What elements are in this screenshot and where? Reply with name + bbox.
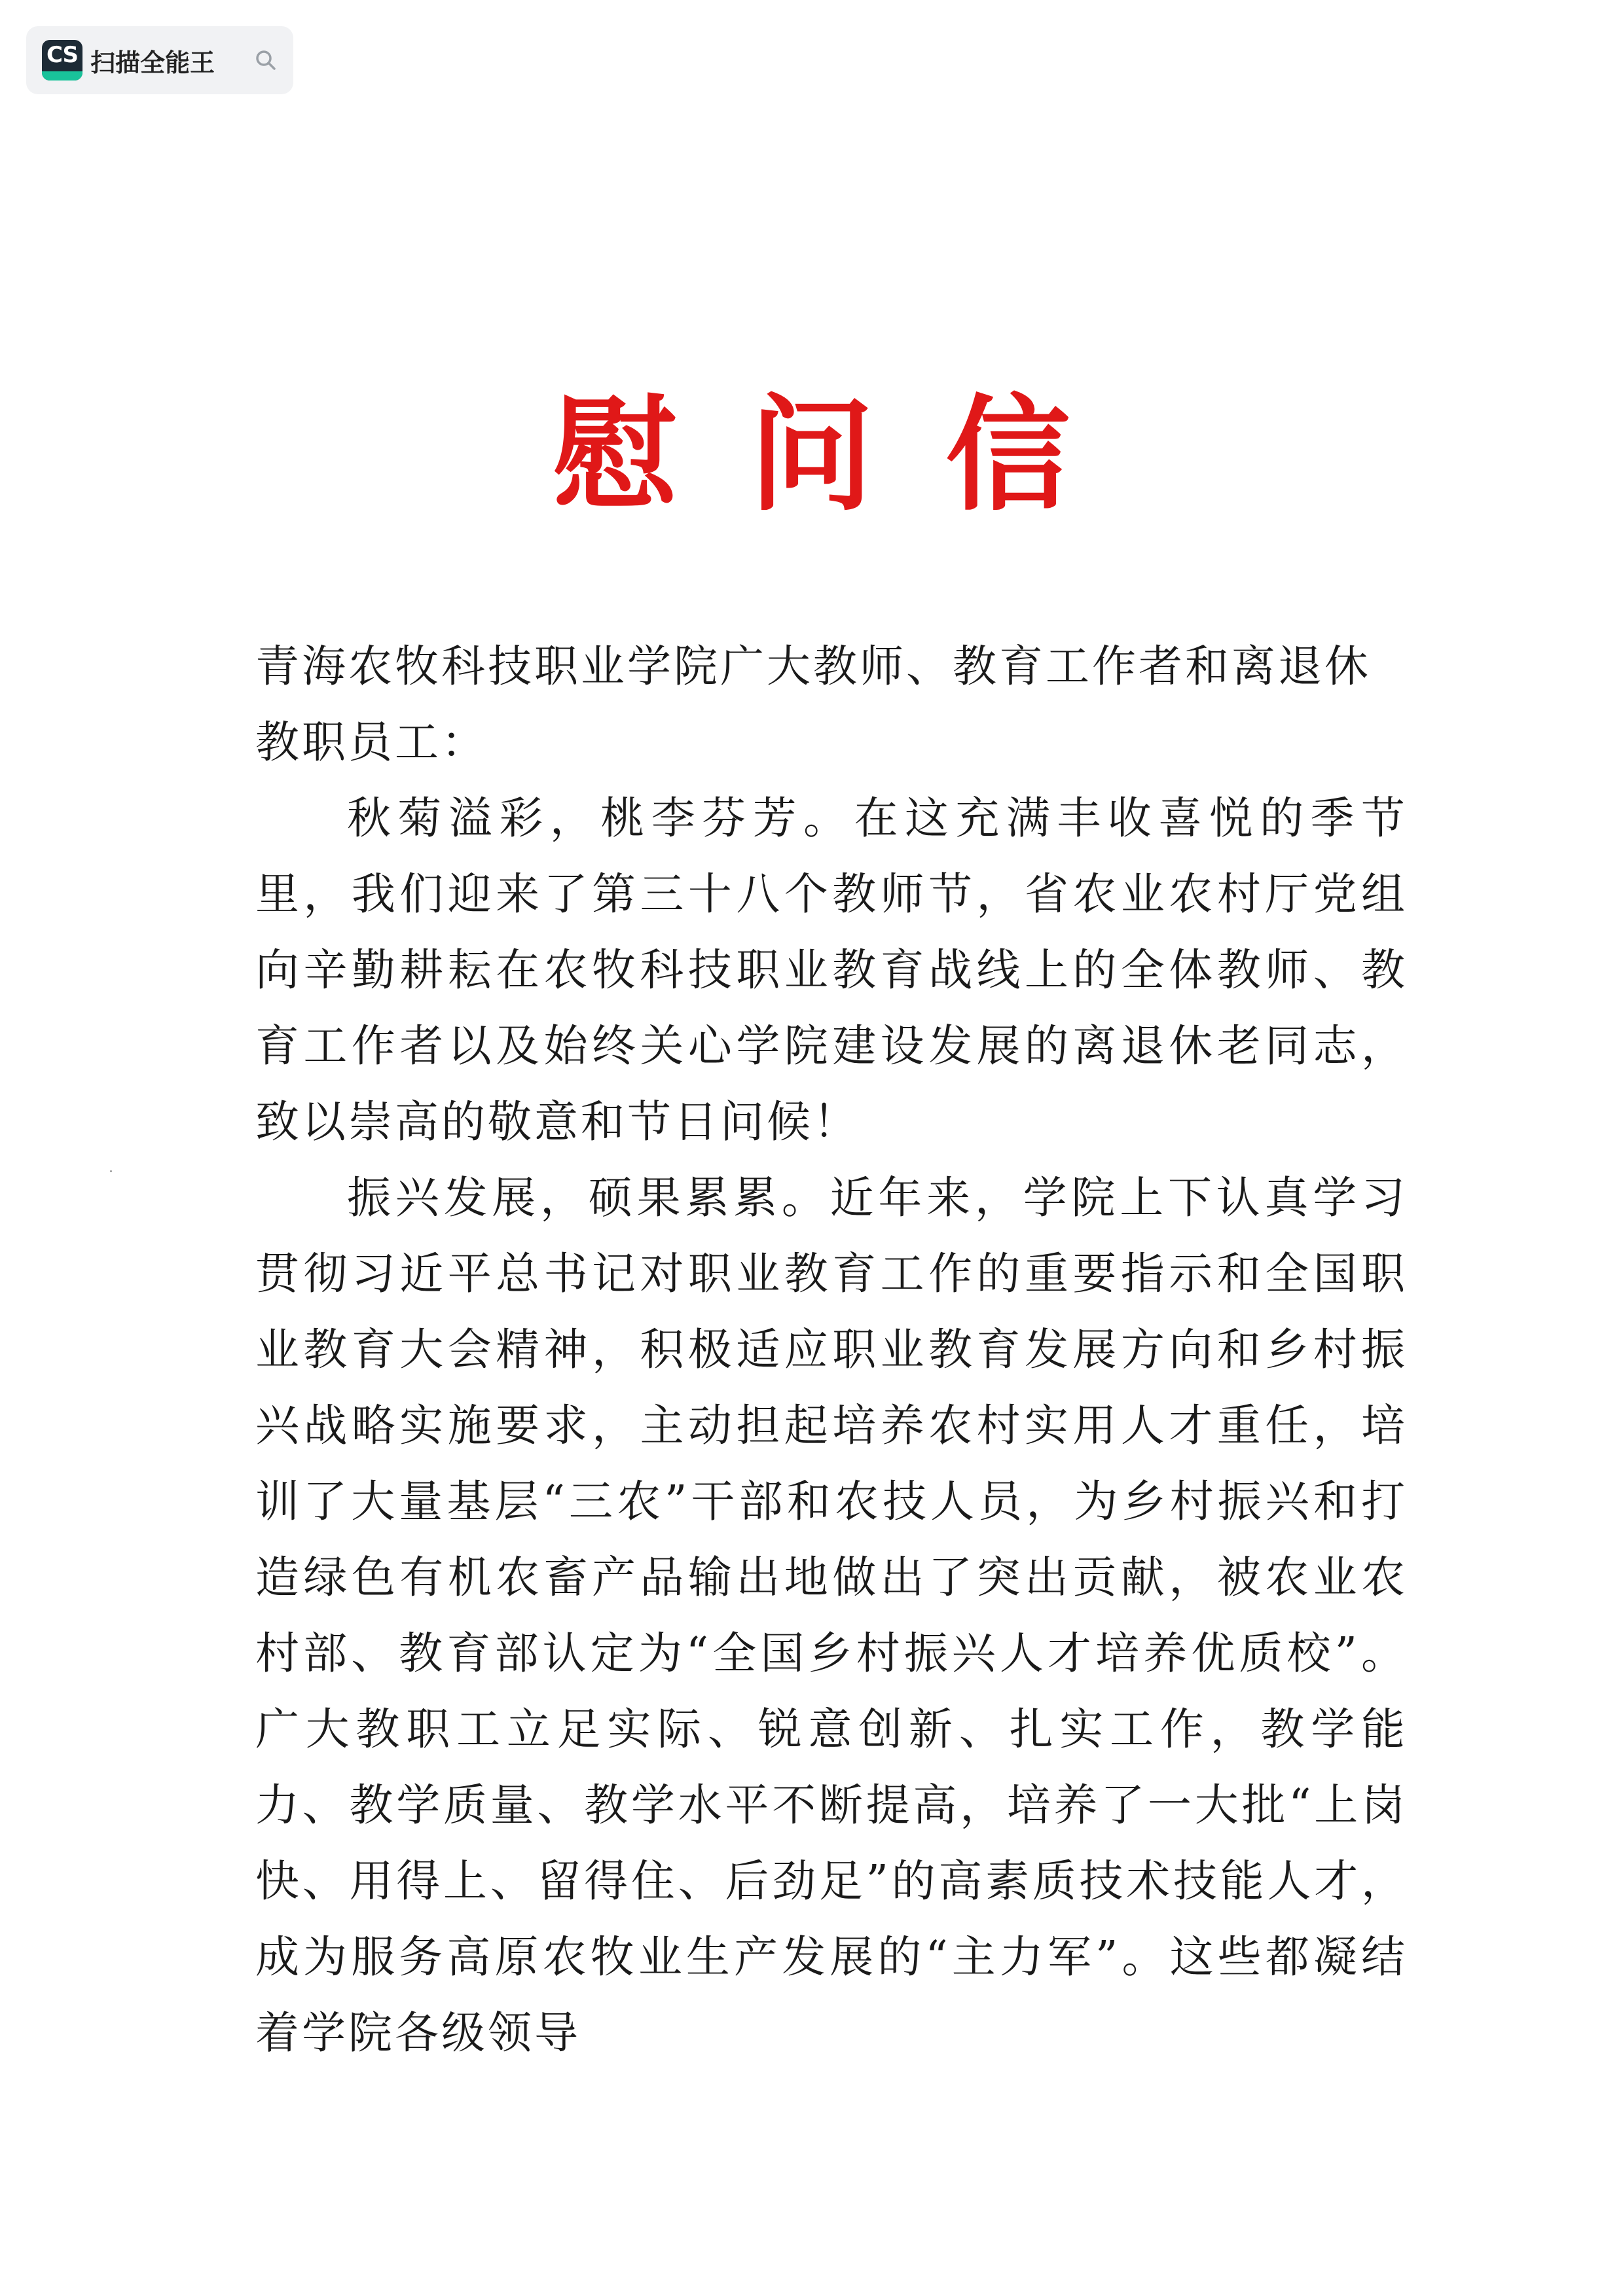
letter-paragraph-1: 秋菊溢彩，桃李芬芳。在这充满丰收喜悦的季节里，我们迎来了第三十八个教师节，省农业农村厅党组向辛勤耕耘在农牧科技职业教育战线上的全体教师、教育工作者以及始终关心学院建设发展的离退休老同志，致以崇高的敬意和节日问候！: [255, 793, 1408, 1147]
letter-salutation: 青海农牧科技职业学院广大教师、教育工作者和离退休教职员工：: [255, 641, 1371, 768]
app-logo: [42, 40, 82, 81]
app-logo-text: CS: [46, 42, 79, 68]
scan-speck: [110, 1170, 112, 1172]
letter-body: [255, 628, 1408, 2071]
search-icon: [254, 48, 278, 72]
app-watermark-badge: [26, 26, 293, 94]
letter-paragraph-2: 振兴发展，硕果累累。近年来，学院上下认真学习贯彻习近平总书记对职业教育工作的重要指示和全国职业教育大会精神，积极适应职业教育发展方向和乡村振兴战略实施要求，主动担起培养农村实用人才重任，培训了大量基层“三农”干部和农技人员，为乡村振兴和打造绿色有机农畜产品输出地做出了突出贡献，被农业农村部、教育部认定为“全国乡村振兴人才培养优质校”。广大教职工立足实际、锐意创新、扎实工作，教学能力、教学质量、教学水平不断提高，培养了一大批“上岗快、用得上、留得住、后劲足”的高素质技术技能人才，成为服务高原农牧业生产发展的“主力军”。这些都凝结着学院各级领导: [255, 1172, 1408, 2058]
app-name: 扫描全能王: [90, 48, 215, 77]
app-logo-accent-bar: [42, 71, 82, 81]
letter-title: 慰问信: [553, 382, 1142, 528]
